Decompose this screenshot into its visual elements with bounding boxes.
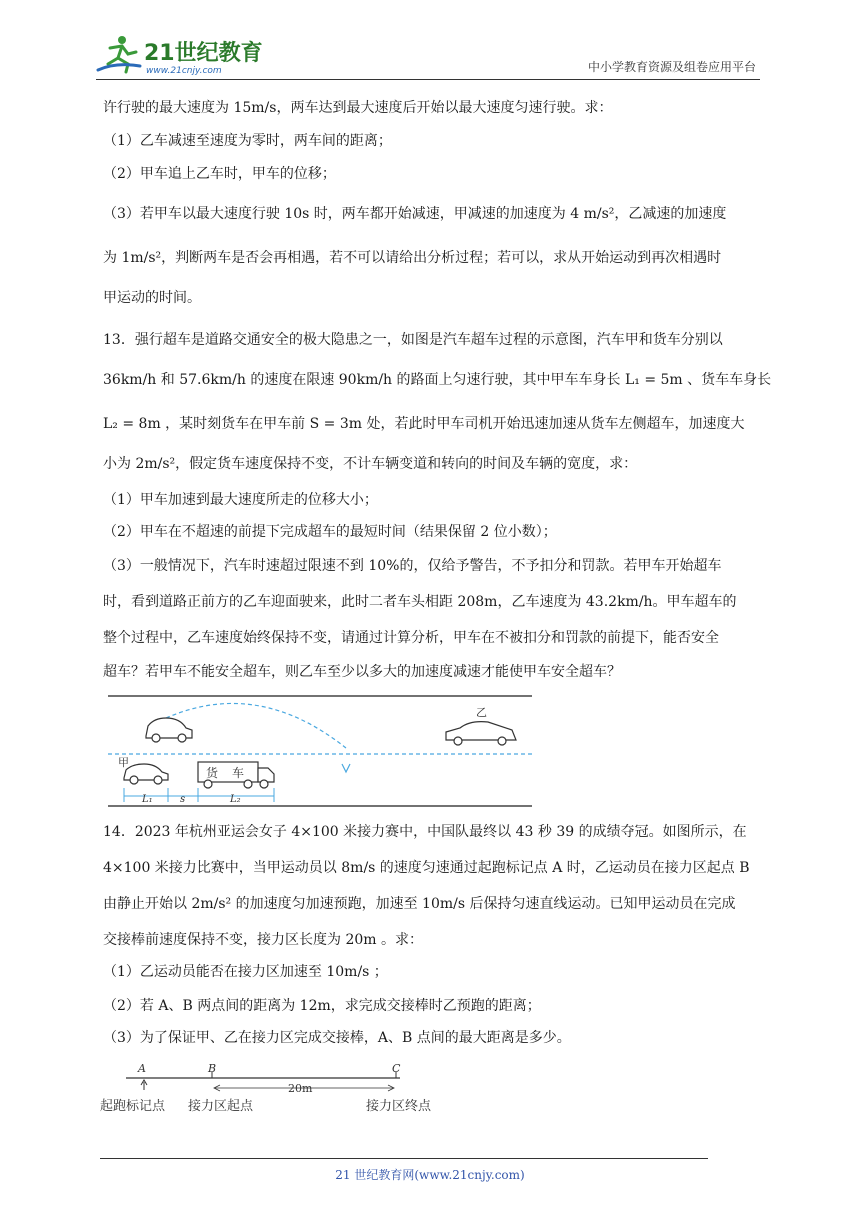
text-line: 为 1m/s²，判断两车是否会再相遇，若不可以请给出分析过程；若可以，求从开始运动到再次相遇时 bbox=[103, 250, 722, 266]
site-logo bbox=[96, 32, 266, 76]
text-line: 交接棒前速度保持不变，接力区长度为 20m 。求： bbox=[103, 932, 423, 948]
footer-divider bbox=[100, 1158, 708, 1159]
header-platform-text: 中小学教育资源及组卷应用平台 bbox=[587, 60, 756, 74]
label-L1: L₁ bbox=[142, 794, 153, 805]
label-20m: 20m bbox=[288, 1082, 313, 1095]
text-line: 36km/h 和 57.6km/h 的速度在限速 90km/h 的路面上匀速行驶，其中甲车车身长 L₁ = 5m 、货车车身长 bbox=[103, 372, 772, 388]
label-zone-end: 接力区终点 bbox=[366, 1099, 432, 1114]
truck-label-2: 车 bbox=[232, 766, 245, 780]
text-line: （1）甲车加速到最大速度所走的位移大小； bbox=[103, 492, 378, 508]
text-line: 由静止开始以 2m/s² 的加速度匀加速预跑，加速至 10m/s 后保持匀速直线运动。已知甲运动员在完成 bbox=[103, 896, 736, 912]
text-line: 许行驶的最大速度为 15m/s，两车达到最大速度后开始以最大速度匀速行驶。求： bbox=[103, 100, 613, 116]
logo-text: 21世纪教育 bbox=[144, 41, 263, 66]
text-line: 13．强行超车是道路交通安全的极大隐患之一，如图是汽车超车过程的示意图，汽车甲和货车分别以 bbox=[103, 332, 723, 348]
text-line: （2）甲车在不超速的前提下完成超车的最短时间（结果保留 2 位小数）； bbox=[103, 524, 557, 540]
page-header bbox=[96, 30, 760, 80]
text-line: 整个过程中，乙车速度始终保持不变，请通过计算分析，甲车在不被扣分和罚款的前提下，能否安全 bbox=[103, 630, 719, 646]
text-line: 14．2023 年杭州亚运会女子 4×100 米接力赛中，中国队最终以 43 秒 39 的成绩夺冠。如图所示，在 bbox=[103, 824, 747, 840]
text-line: （1）乙车减速至速度为零时，两车间的距离； bbox=[103, 133, 392, 149]
text-line: （3）为了保证甲、乙在接力区完成交接棒，A、B 点间的最大距离是多少。 bbox=[103, 1030, 571, 1046]
label-L2: L₂ bbox=[230, 794, 241, 805]
overtake-path bbox=[166, 703, 346, 748]
text-line: 时，看到道路正前方的乙车迎面驶来，此时二者车头相距 208m，乙车速度为 43.2km/h。甲车超车的 bbox=[103, 594, 737, 610]
text-line: 超车？若甲车不能安全超车，则乙车至少以多大的加速度减速才能使甲车安全超车？ bbox=[103, 664, 621, 680]
label-A: A bbox=[138, 1062, 146, 1075]
logo-url: www.21cnjy.com bbox=[146, 66, 222, 76]
truck-label-1: 货 bbox=[206, 766, 219, 780]
text-line: （2）甲车追上乙车时，甲车的位移； bbox=[103, 166, 336, 182]
label-C: C bbox=[392, 1062, 401, 1075]
car-jia-after-icon bbox=[146, 718, 192, 742]
label-zone-start: 接力区起点 bbox=[188, 1099, 254, 1114]
label-jia: 甲 bbox=[118, 756, 129, 769]
page-footer: 21 世纪教育网(www.21cnjy.com) bbox=[335, 1168, 525, 1182]
text-line: 小为 2m/s²，假定货车速度保持不变，不计车辆变道和转向的时间及车辆的宽度，求： bbox=[103, 456, 638, 472]
car-jia-icon bbox=[124, 764, 168, 784]
label-B: B bbox=[208, 1062, 217, 1075]
text-line: （2）若 A、B 两点间的距离为 12m，求完成交接棒时乙预跑的距离； bbox=[103, 998, 541, 1014]
text-line: L₂ = 8m ，某时刻货车在甲车前 S = 3m 处，若此时甲车司机开始迅速加速从货车左侧超车，加速度大 bbox=[103, 416, 745, 432]
label-s: s bbox=[180, 794, 186, 805]
text-line: 4×100 米接力比赛中，当甲运动员以 8m/s 的速度匀速通过起跑标记点 A 时，乙运动员在接力区起点 B bbox=[103, 860, 750, 876]
text-line: 甲运动的时间。 bbox=[103, 290, 201, 306]
car-yi-icon bbox=[446, 722, 516, 745]
text-line: （1）乙运动员能否在接力区加速至 10m/s ； bbox=[103, 964, 388, 980]
text-line: （3）一般情况下，汽车时速超过限速不到 10%的，仅给予警告，不予扣分和罚款。若甲车开始超车 bbox=[103, 558, 722, 574]
label-yi: 乙 bbox=[476, 706, 487, 719]
relay-zone-diagram bbox=[100, 1058, 450, 1118]
runner-icon bbox=[98, 36, 140, 72]
label-start-mark: 起跑标记点 bbox=[100, 1099, 166, 1114]
text-line: （3）若甲车以最大速度行驶 10s 时，两车都开始减速，甲减速的加速度为 4 m/s²，乙减速的加速度 bbox=[103, 206, 727, 222]
overtaking-diagram bbox=[108, 688, 532, 810]
